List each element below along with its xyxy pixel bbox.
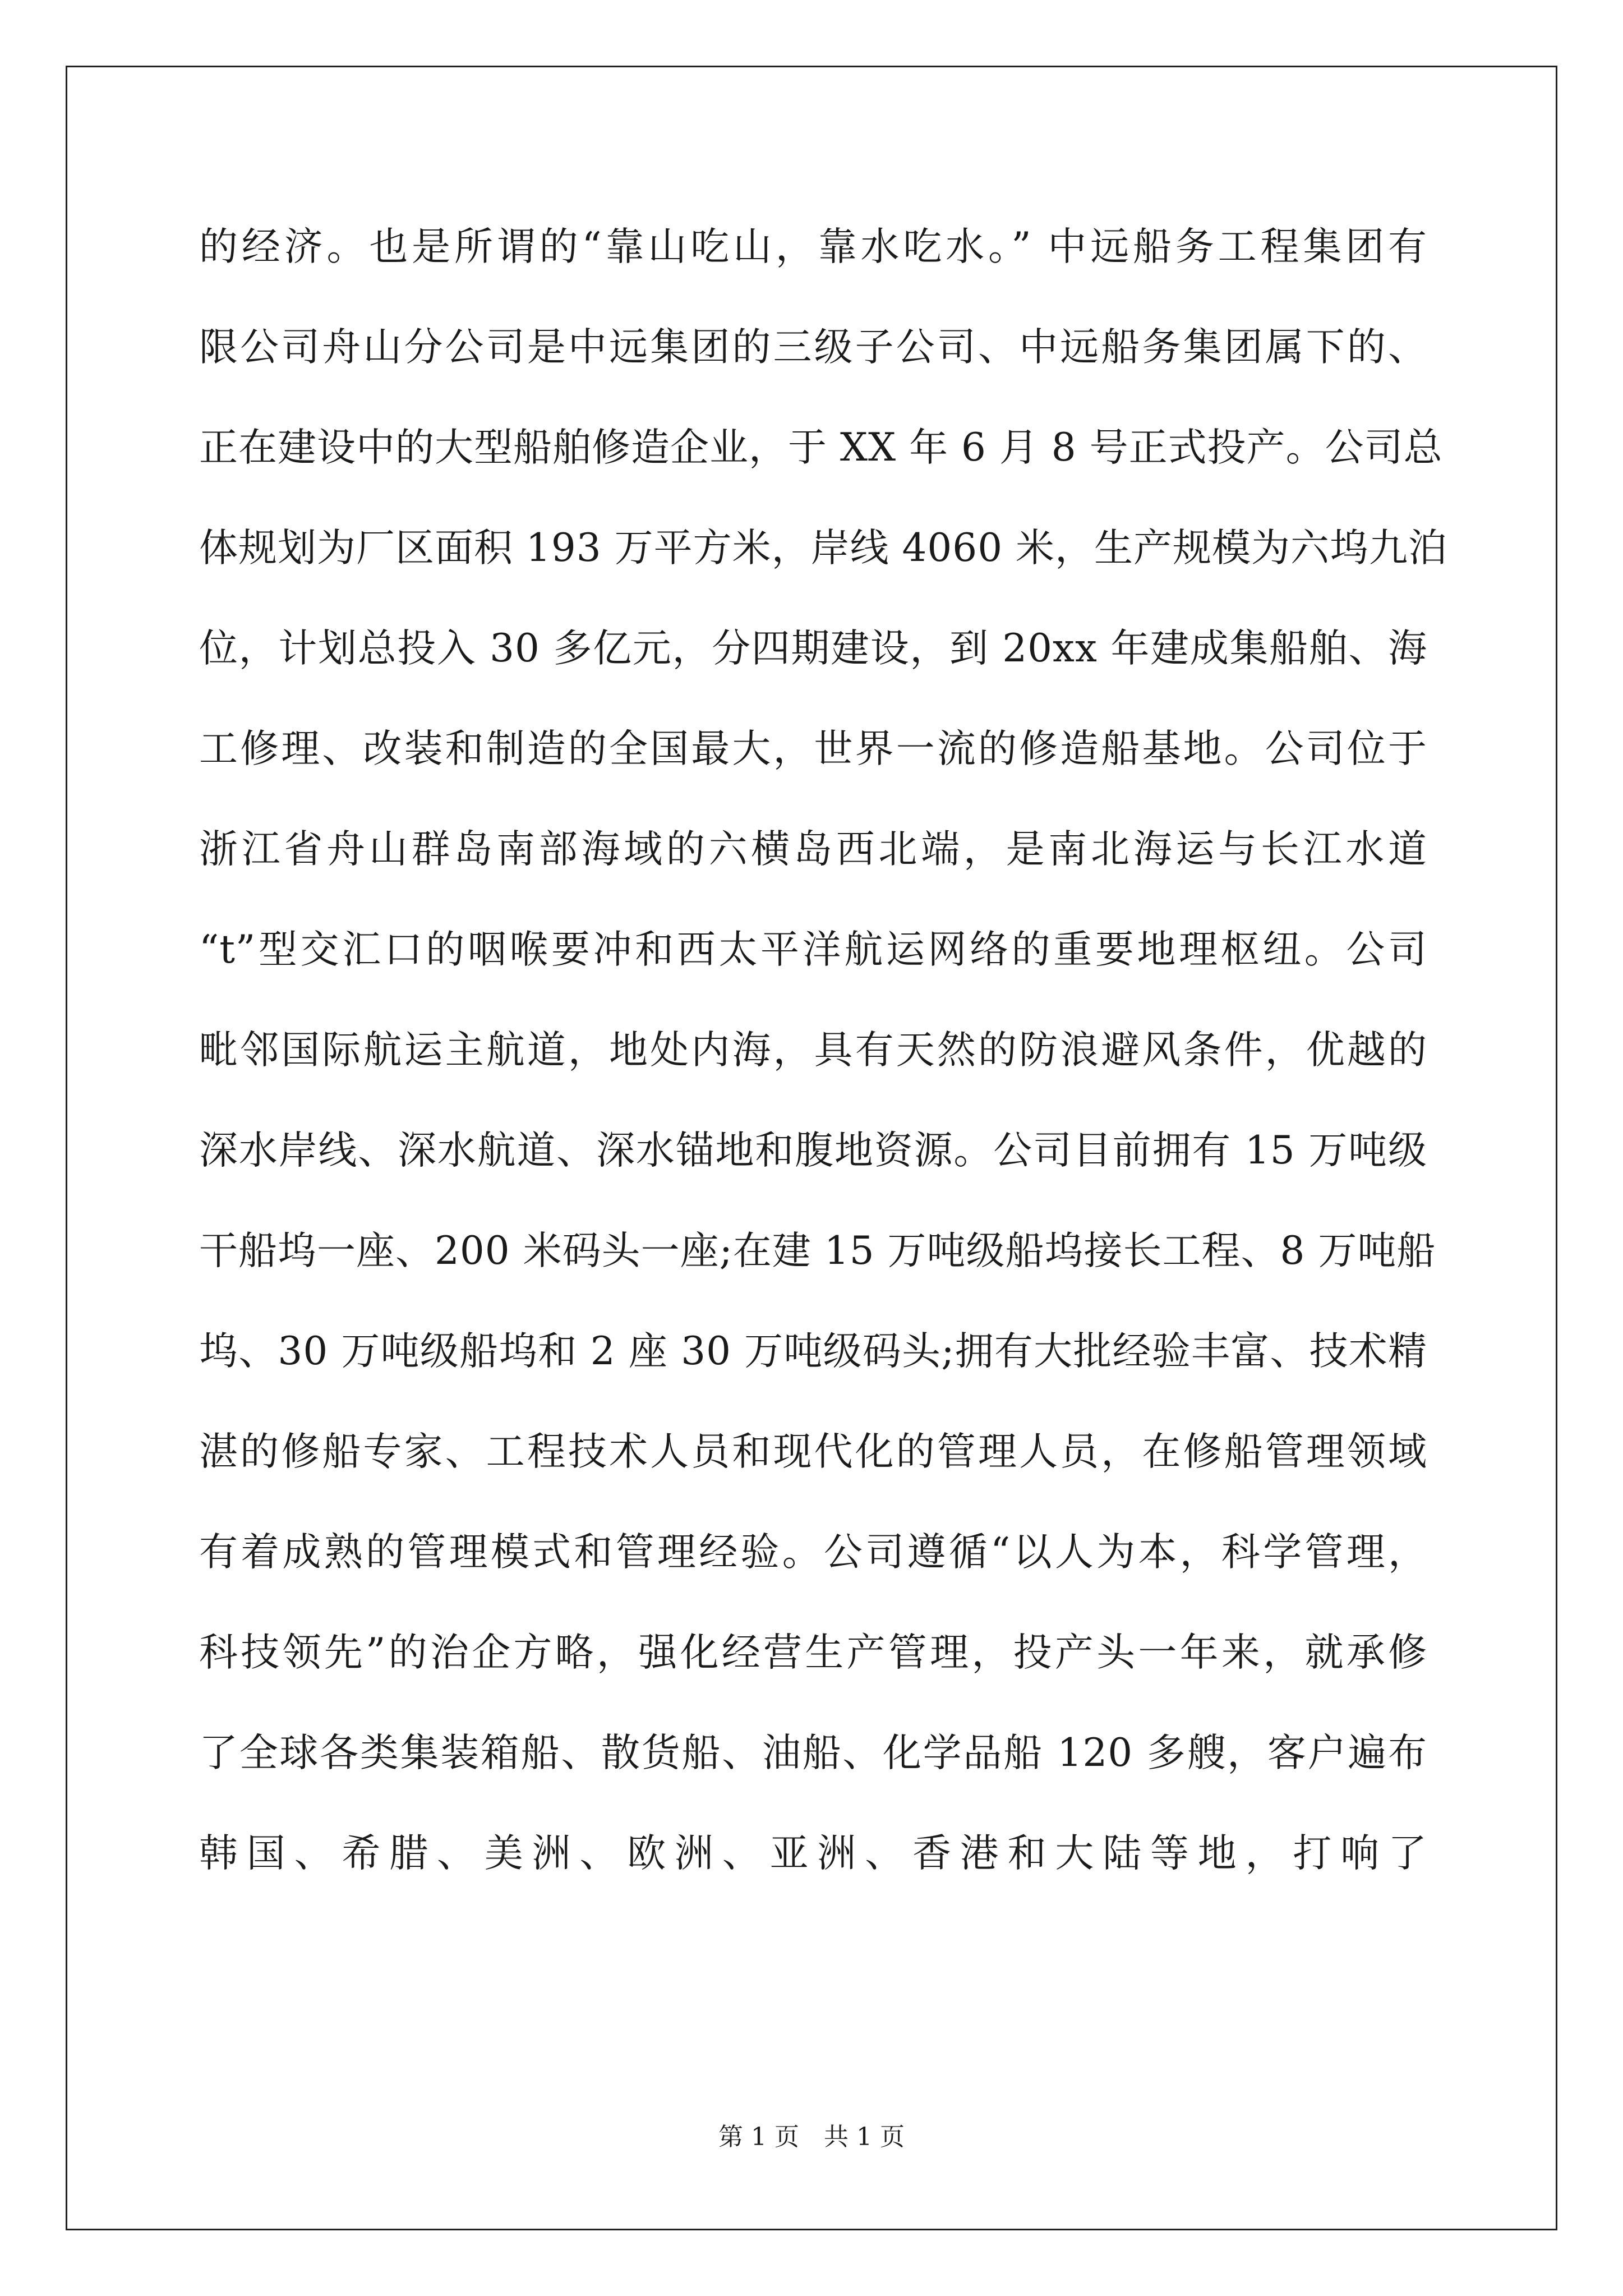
text-line: 科技领先”的治企方略，强化经营生产管理，投产头一年来，就承修 (199, 1630, 1427, 1675)
page-number-footer: 第 1 页 共 1 页 (718, 2123, 905, 2151)
text-line: 体规划为厂区面积 193 万平方米，岸线 4060 米，生产规模为六坞九泊 (199, 526, 1448, 570)
text-line: 正在建设中的大型船舶修造企业，于 XX 年 6 月 8 号正式投产。公司总 (199, 425, 1443, 470)
text-line: 限公司舟山分公司是中远集团的三级子公司、中远船务集团属下的、 (199, 325, 1427, 370)
text-line: 工修理、改装和制造的全国最大，世界一流的修造船基地。公司位于 (199, 726, 1427, 771)
text-line: 位，计划总投入 30 多亿元，分四期建设，到 20xx 年建成集船舶、海 (199, 626, 1427, 671)
text-line: 韩国、希腊、美洲、欧洲、亚洲、香港和大陆等地，打响了 (199, 1831, 1427, 1876)
text-line: 浙江省舟山群岛南部海域的六横岛西北端，是南北海运与长江水道 (199, 827, 1427, 872)
text-line: “t”型交汇口的咽喉要冲和西太平洋航运网络的重要地理枢纽。公司 (199, 927, 1427, 972)
text-line: 干船坞一座、200 米码头一座;在建 15 万吨级船坞接长工程、8 万吨船 (199, 1228, 1436, 1273)
text-line: 有着成熟的管理模式和管理经验。公司遵循“以人为本，科学管理， (199, 1530, 1427, 1575)
text-line: 毗邻国际航运主航道，地处内海，具有天然的防浪避风条件，优越的 (199, 1028, 1427, 1073)
text-line: 的经济。也是所谓的“靠山吃山，靠水吃水。” 中远船务工程集团有 (199, 224, 1427, 269)
text-line: 坞、30 万吨级船坞和 2 座 30 万吨级码头;拥有大批经验丰富、技术精 (199, 1329, 1427, 1374)
text-line: 了全球各类集装箱船、散货船、油船、化学品船 120 多艘，客户遍布 (199, 1731, 1427, 1775)
text-line: 湛的修船专家、工程技术人员和现代化的管理人员，在修船管理领域 (199, 1429, 1427, 1474)
text-line: 深水岸线、深水航道、深水锚地和腹地资源。公司目前拥有 15 万吨级 (199, 1128, 1427, 1173)
